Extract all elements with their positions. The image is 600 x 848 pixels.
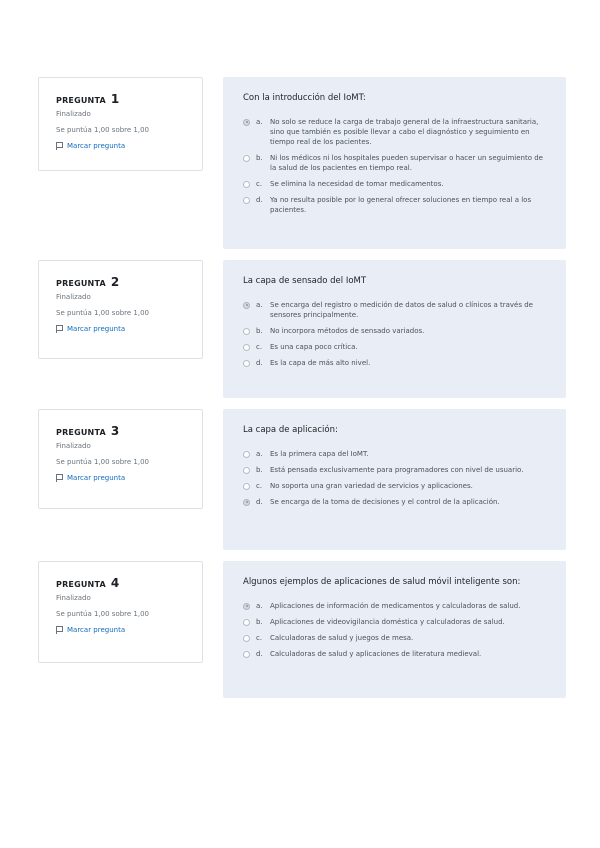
option-letter: d.	[256, 196, 263, 204]
flag-question-link[interactable]	[56, 626, 186, 634]
radio-icon[interactable]	[243, 344, 250, 351]
radio-selected-icon[interactable]	[243, 119, 250, 126]
option-text: Se elimina la necesidad de tomar medicamentos.	[270, 180, 444, 188]
question-grade: Se puntúa 1,00 sobre 1,00	[56, 126, 150, 134]
flag-label: Marcar pregunta	[67, 325, 126, 333]
flag-label: Marcar pregunta	[67, 626, 126, 634]
question-state: Finalizado	[56, 442, 91, 450]
question-info	[38, 77, 203, 171]
question-title	[56, 275, 186, 289]
question-state: Finalizado	[56, 110, 91, 118]
radio-selected-icon[interactable]	[243, 302, 250, 309]
question-grade: Se puntúa 1,00 sobre 1,00	[56, 458, 150, 466]
question-content	[223, 260, 566, 398]
radio-icon[interactable]	[243, 181, 250, 188]
option-letter: c.	[256, 634, 263, 642]
flag-icon	[56, 626, 63, 634]
flag-question-link[interactable]	[56, 474, 186, 482]
answer-option-d[interactable]	[243, 649, 546, 659]
option-letter: d.	[256, 359, 263, 367]
question-text: Con la introducción del IoMT:	[243, 93, 366, 103]
question-grade: Se puntúa 1,00 sobre 1,00	[56, 610, 150, 618]
answer-option-d[interactable]	[243, 358, 546, 368]
option-letter: c.	[256, 482, 263, 490]
option-letter: d.	[256, 650, 263, 658]
question-text: La capa de aplicación:	[243, 425, 338, 435]
option-letter: b.	[256, 618, 263, 626]
flag-icon	[56, 325, 63, 333]
radio-icon[interactable]	[243, 360, 250, 367]
option-text: No solo se reduce la carga de trabajo general de la infraestructura sanitaria, sino que también es posible llevar a cabo el diagnóstico y seguimiento en tiempo real de los pacientes.	[270, 118, 539, 146]
answer-options	[243, 449, 546, 507]
option-text: Calculadoras de salud y juegos de mesa.	[270, 634, 414, 642]
question-number: 3	[110, 424, 120, 438]
option-text: Aplicaciones de videovigilancia doméstica y calculadoras de salud.	[270, 618, 505, 626]
option-text: No soporta una gran variedad de servicios y aplicaciones.	[270, 482, 473, 490]
answer-option-a[interactable]	[243, 449, 546, 459]
question-state: Finalizado	[56, 594, 91, 602]
flag-label: Marcar pregunta	[67, 142, 126, 150]
answer-options	[243, 601, 546, 659]
question-content	[223, 561, 566, 698]
option-text: Es una capa poco crítica.	[270, 343, 358, 351]
radio-icon[interactable]	[243, 635, 250, 642]
option-text: Ya no resulta posible por lo general ofrecer soluciones en tiempo real a los pacientes.	[270, 196, 532, 214]
flag-question-link[interactable]	[56, 142, 186, 150]
answer-option-b[interactable]	[243, 617, 546, 627]
question-title	[56, 92, 186, 106]
option-letter: a.	[256, 301, 263, 309]
option-text: Es la primera capa del IoMT.	[270, 450, 369, 458]
answer-option-a[interactable]	[243, 601, 546, 611]
radio-icon[interactable]	[243, 619, 250, 626]
answer-option-a[interactable]	[243, 300, 546, 320]
question-content	[223, 77, 566, 249]
question-label: PREGUNTA	[56, 279, 106, 288]
option-letter: b.	[256, 466, 263, 474]
option-text: Es la capa de más alto nivel.	[270, 359, 371, 367]
question-text: Algunos ejemplos de aplicaciones de salud móvil inteligente son:	[243, 577, 521, 587]
question-number: 1	[110, 92, 120, 106]
radio-selected-icon[interactable]	[243, 499, 250, 506]
answer-option-c[interactable]	[243, 179, 546, 189]
flag-icon	[56, 142, 63, 150]
answer-option-b[interactable]	[243, 465, 546, 475]
flag-label: Marcar pregunta	[67, 474, 126, 482]
question-label: PREGUNTA	[56, 580, 106, 589]
option-letter: c.	[256, 343, 263, 351]
option-text: Aplicaciones de información de medicamentos y calculadoras de salud.	[270, 602, 521, 610]
flag-icon	[56, 474, 63, 482]
answer-option-c[interactable]	[243, 342, 546, 352]
option-text: Ni los médicos ni los hospitales pueden supervisar o hacer un seguimiento de la salud de los pacientes en tiempo real.	[270, 154, 543, 172]
radio-icon[interactable]	[243, 328, 250, 335]
option-letter: b.	[256, 327, 263, 335]
option-text: Calculadoras de salud y aplicaciones de literatura medieval.	[270, 650, 482, 658]
question-info	[38, 260, 203, 359]
question-number: 4	[110, 576, 120, 590]
question-label: PREGUNTA	[56, 96, 106, 105]
answer-option-b[interactable]	[243, 326, 546, 336]
answer-options	[243, 117, 546, 215]
question-title	[56, 576, 186, 590]
answer-option-c[interactable]	[243, 633, 546, 643]
answer-option-a[interactable]	[243, 117, 546, 147]
answer-option-d[interactable]	[243, 497, 546, 507]
radio-selected-icon[interactable]	[243, 603, 250, 610]
question-number: 2	[110, 275, 120, 289]
option-letter: a.	[256, 450, 263, 458]
answer-options	[243, 300, 546, 368]
radio-icon[interactable]	[243, 483, 250, 490]
question-content	[223, 409, 566, 550]
question-info	[38, 409, 203, 509]
option-text: Se encarga del registro o medición de datos de salud o clínicos a través de sensores principalmente.	[270, 301, 533, 319]
question-label: PREGUNTA	[56, 428, 106, 437]
option-letter: a.	[256, 602, 263, 610]
option-text: No incorpora métodos de sensado variados.	[270, 327, 425, 335]
question-grade: Se puntúa 1,00 sobre 1,00	[56, 309, 150, 317]
answer-option-c[interactable]	[243, 481, 546, 491]
answer-option-d[interactable]	[243, 195, 546, 215]
radio-icon[interactable]	[243, 451, 250, 458]
flag-question-link[interactable]	[56, 325, 186, 333]
option-text: Se encarga de la toma de decisiones y el control de la aplicación.	[270, 498, 500, 506]
question-text: La capa de sensado del IoMT	[243, 276, 367, 286]
answer-option-b[interactable]	[243, 153, 546, 173]
option-letter: a.	[256, 118, 263, 126]
radio-icon[interactable]	[243, 467, 250, 474]
question-state: Finalizado	[56, 293, 91, 301]
option-letter: b.	[256, 154, 263, 162]
radio-icon[interactable]	[243, 197, 250, 204]
question-info	[38, 561, 203, 663]
radio-icon[interactable]	[243, 651, 250, 658]
radio-icon[interactable]	[243, 155, 250, 162]
question-title	[56, 424, 186, 438]
option-letter: c.	[256, 180, 263, 188]
option-text: Está pensada exclusivamente para programadores con nivel de usuario.	[270, 466, 524, 474]
option-letter: d.	[256, 498, 263, 506]
